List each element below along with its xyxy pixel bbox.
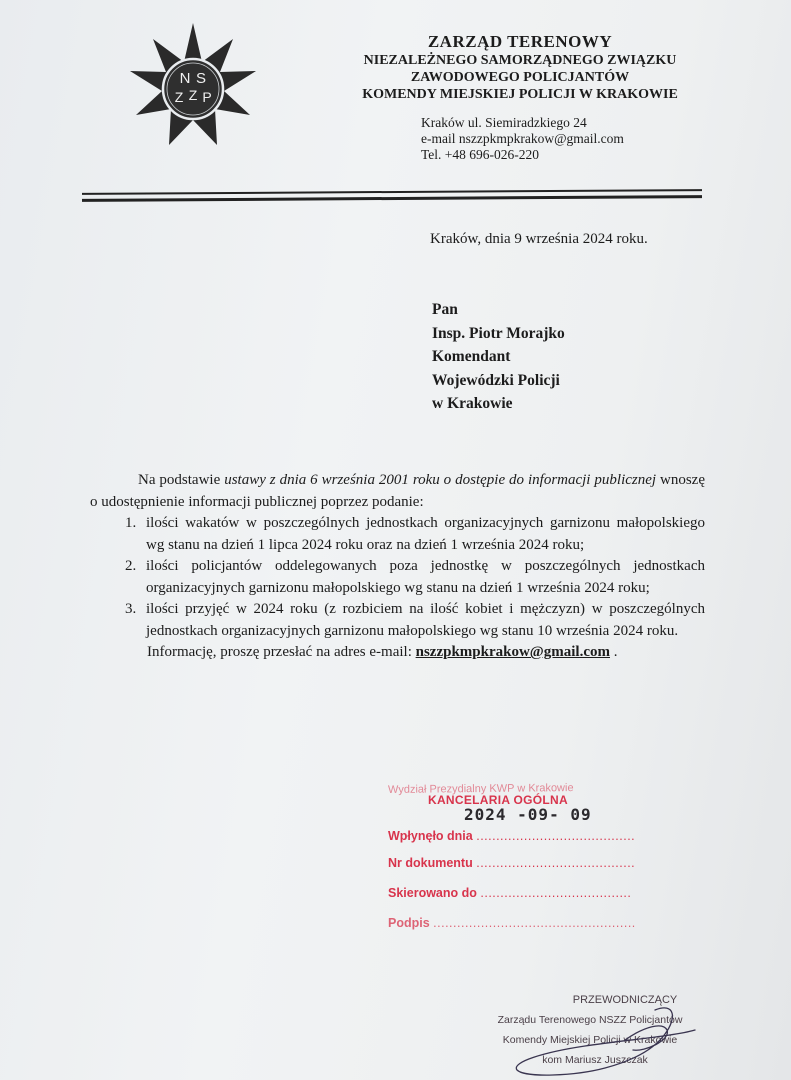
org-line: ZARZĄD TERENOWY: [427, 32, 613, 51]
header-divider: [82, 189, 702, 195]
list-item: 1. ilości wakatów w poszczególnych jednostkach organizacyjnych garnizonu małopolskiego wg stanu na dzień 1 lipca 2024 roku oraz na dzień 1 września 2024 roku;: [140, 513, 705, 556]
recipient-line: w Krakowie: [432, 395, 513, 412]
handwritten-signature: [505, 1000, 715, 1080]
closing-end: .: [610, 644, 618, 660]
recipient-line: Wojewódzki Policji: [432, 371, 560, 389]
contact-info: [421, 115, 624, 163]
signature-line: Komendy Miejskiej Policji w Krakowie: [502, 1034, 678, 1046]
org-line: KOMENDY MIEJSKIEJ POLICJI W KRAKOWIE: [362, 87, 678, 102]
letter-date: Kraków, dnia 9 września 2024 roku.: [430, 231, 648, 247]
stamp-field: [388, 829, 635, 843]
stamp-field-dots: ...................................................: [433, 916, 636, 930]
org-line: NIEZALEŻNEGO SAMORZĄDNEGO ZWIĄZKU: [363, 53, 677, 68]
recipient-line: Pan: [432, 301, 458, 318]
stamp-field-dots: ......................................: [480, 886, 632, 900]
recipient-line: Insp. Piotr Morajko: [432, 324, 565, 342]
stamp-field: [388, 886, 631, 900]
phone-line: Tel. +48 696-026-220: [421, 147, 540, 162]
list-item: 3. ilości przyjęć w 2024 roku (z rozbiciem na ilość kobiet i mężczyzn) w poszczególnych jednostkach organizacyjnych garnizonu małopolskiego wg stanu 10 września 2024 roku.: [140, 599, 705, 642]
stamp-date: 2024 -09- 09: [464, 805, 592, 824]
received-stamp: [380, 780, 640, 940]
email-link[interactable]: nszzpkmpkrakow@gmail.com: [415, 644, 610, 660]
stamp-field-label: Skierowano do: [388, 886, 477, 900]
signature-title: PRZEWODNICZĄCY: [572, 994, 678, 1006]
logo-letter: S: [195, 70, 207, 87]
closing-text: Informację, proszę przesłać na adres e-mail:: [147, 644, 416, 660]
recipient-line: Komendant: [432, 348, 511, 365]
stamp-department: Wydział Prezydialny KWP w Krakowie: [387, 782, 574, 796]
header-divider: [82, 195, 702, 202]
stamp-field-dots: ........................................: [476, 829, 636, 843]
letter-body: [90, 470, 705, 664]
intro-paragraph: [90, 470, 705, 513]
intro-text: Na podstawie: [138, 472, 225, 488]
intro-text: wnoszę o udostępnienie informacji publicznej poprzez podanie:: [90, 472, 705, 510]
stamp-field: [388, 916, 636, 930]
signature-line: Zarządu Terenowego NSZZ Policjantów: [497, 1014, 683, 1026]
stamp-field-label: Podpis: [388, 916, 430, 930]
stamp-field-label: Nr dokumentu: [388, 856, 473, 870]
list-item: 2. ilości policjantów oddelegowanych poza jednostkę w poszczególnych jednostkach organizacyjnych garnizonu małopolskiego wg stanu na dzień 1 września 2024 roku;: [140, 556, 705, 599]
org-line: ZAWODOWEGO POLICJANTÓW: [410, 70, 630, 85]
stamp-field: [388, 856, 635, 870]
logo-letter: P: [202, 89, 212, 105]
request-list: [90, 513, 705, 642]
organization-name: [330, 32, 710, 103]
stamp-field-dots: ........................................: [476, 856, 636, 870]
email-line: e-mail nszzpkmpkrakow@gmail.com: [421, 131, 624, 146]
closing-line: [147, 642, 705, 664]
recipient-block: [432, 298, 565, 416]
law-reference: ustawy z dnia 6 września 2001 roku o dostępie do informacji publicznej: [224, 472, 657, 488]
logo-letter: Z: [188, 87, 198, 103]
stamp-office: KANCELARIA OGÓLNA: [428, 793, 568, 807]
stamp-field-label: Wpłynęło dnia: [388, 829, 473, 843]
logo-letter: Z: [174, 89, 184, 105]
address-line: Kraków ul. Siemiradzkiego 24: [421, 115, 587, 130]
signature-name: kom Mariusz Juszczak: [542, 1054, 648, 1066]
logo-letter: N: [179, 70, 191, 87]
nszzp-logo: [128, 22, 258, 157]
